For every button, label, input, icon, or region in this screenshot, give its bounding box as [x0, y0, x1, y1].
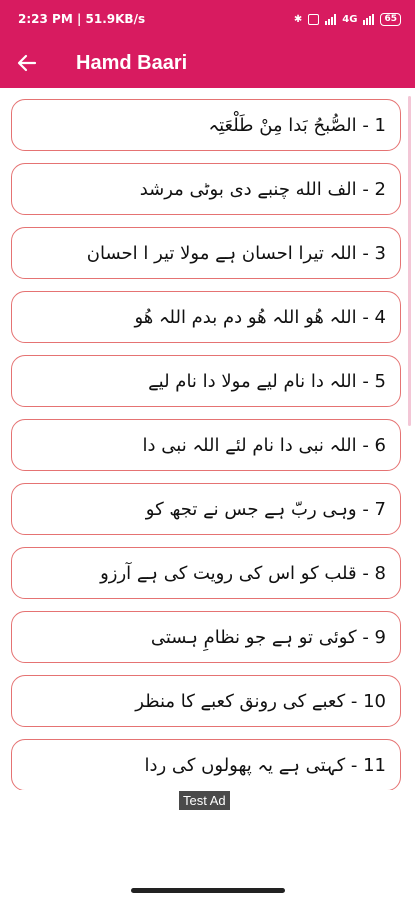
bluetooth-icon: ✱ [293, 13, 303, 25]
list-item[interactable] [11, 547, 401, 599]
list-item-label: 10 - کعبے کی رونق کعبے کا منظر [135, 690, 386, 712]
battery-icon [380, 13, 401, 26]
list-item[interactable] [11, 227, 401, 279]
arrow-left-icon [17, 53, 37, 73]
signal-icon [325, 14, 336, 25]
list-item-label: 11 - کہتی ہے یہ پھولوں کی ردا [144, 754, 386, 776]
status-network-speed: 51.9KB/s [85, 12, 146, 26]
list-item-label: 4 - اللہ ھُو اللہ ھُو دم بدم اللہ ھُو [134, 306, 386, 328]
network-type-label: 4G [342, 13, 358, 25]
status-time: 2:23 PM [18, 12, 73, 26]
list-item-label: 2 - الف الله چنبے دی بوٹی مرشد [139, 178, 386, 200]
wifi-icon [363, 14, 374, 25]
list-item[interactable] [11, 739, 401, 790]
back-button[interactable] [0, 38, 54, 88]
list-item[interactable] [11, 419, 401, 471]
list-item[interactable] [11, 163, 401, 215]
page-title: Hamd Baari [76, 51, 188, 74]
list-item[interactable] [11, 611, 401, 663]
battery-level: 65 [384, 14, 397, 24]
list-item-label: 8 - قلب کو اس کی رویت کی ہے آرزو [100, 562, 386, 584]
scrollbar[interactable] [408, 96, 411, 426]
status-left: 2:23 PM | 51.9KB/s [18, 12, 146, 26]
test-ad-banner[interactable]: Test Ad [179, 791, 230, 810]
home-indicator[interactable] [131, 888, 285, 893]
status-icons [294, 13, 401, 26]
list-item-label: 7 - وہی ربّ ہے جس نے تجھ کو [145, 498, 386, 520]
status-bar [0, 0, 415, 38]
list-item-label: 5 - اللہ دا نام لیے مولا دا نام لیے [148, 370, 386, 392]
list-item[interactable] [11, 675, 401, 727]
hamd-list[interactable] [0, 88, 415, 790]
list-item-label: 3 - اللہ تیرا احسان ہے مولا تیر ا احسان [86, 242, 386, 264]
list-item[interactable] [11, 355, 401, 407]
app-bar [0, 38, 415, 88]
list-item-label: 9 - کوئی تو ہے جو نظامِ ہستی [150, 626, 386, 648]
list-item-label: 6 - اللہ نبی دا نام لئے اللہ نبی دا [142, 434, 386, 456]
sim-icon [308, 14, 319, 25]
list-item[interactable] [11, 483, 401, 535]
list-item[interactable] [11, 99, 401, 151]
list-item[interactable] [11, 291, 401, 343]
list-item-label: 1 - الصُّبحُ بَدا مِنْ طَلْعَتِہ [208, 114, 386, 136]
